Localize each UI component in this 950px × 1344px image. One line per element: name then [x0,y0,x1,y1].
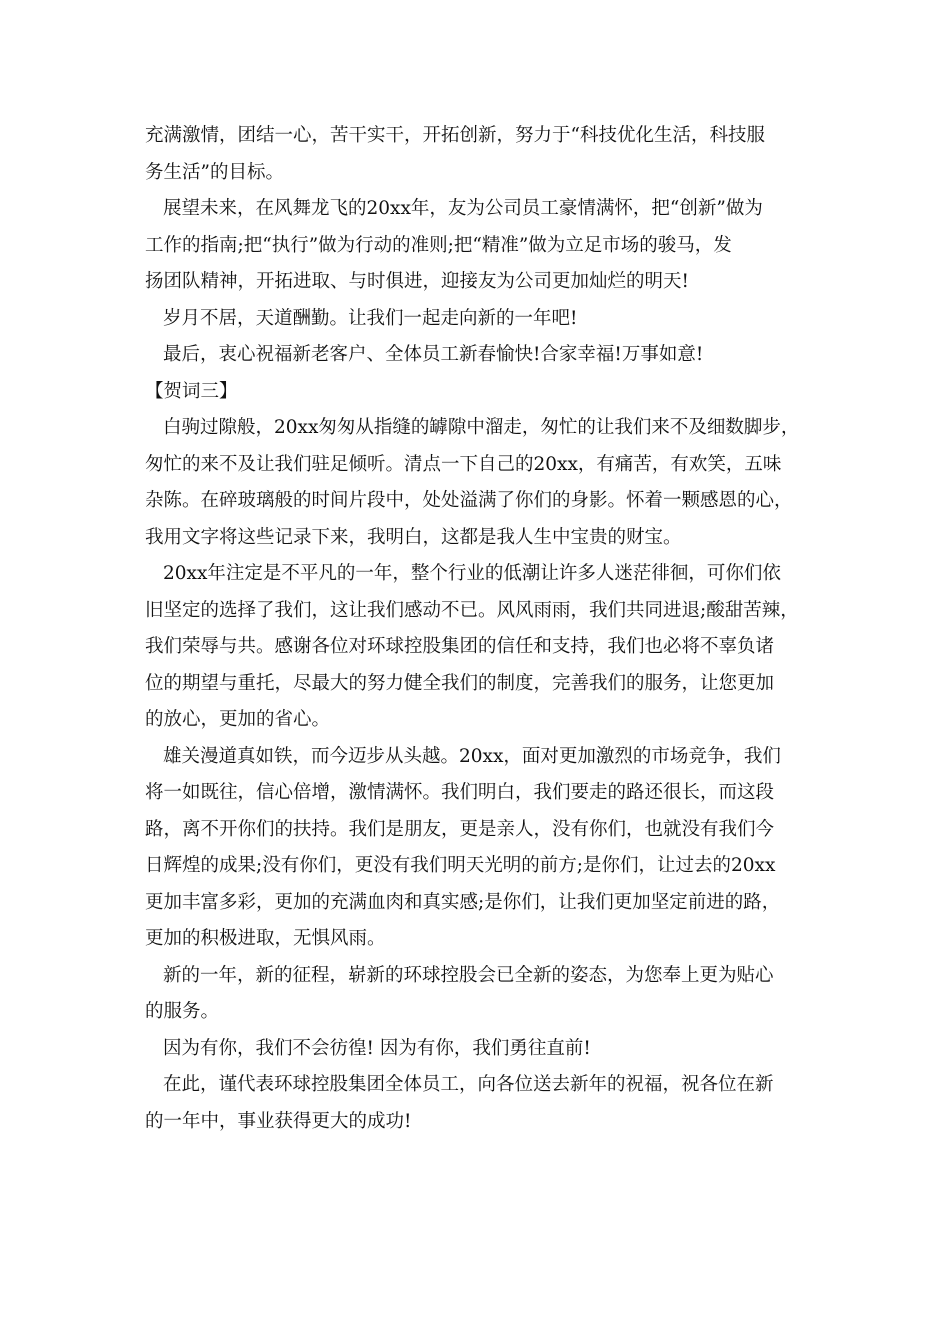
paragraph-start-line: 新的一年，新的征程，崭新的环球控股会已全新的姿态，为您奉上更为贴心 [163,964,774,986]
text-line: 的服务。 [145,1001,220,1022]
text-line: 更加丰富多彩，更加的充满血肉和真实感;是你们，让我们更加坚定前进的路， [145,891,781,913]
text-line: 将一如既往，信心倍增，激情满怀。我们明白，我们要走的路还很长，而这段 [145,782,775,803]
text-line: 工作的指南;把“执行”做为行动的准则;把“精准”做为立足市场的骏马，发 [145,234,732,256]
text-line: 路，离不开你们的扶持。我们是朋友，更是亲人，没有你们，也就没有我们今 [145,818,775,840]
paragraph-start-line: 展望未来，在风舞龙飞的20xx年，友为公司员工豪情满怀，把“创新”做为 [163,198,763,219]
text-line: 务生活”的目标。 [145,161,284,183]
text-line: 旧坚定的选择了我们，这让我们感动不已。风风雨雨，我们共同进退;酸甜苦辣， [145,599,799,621]
text-line: 匆忙的来不及让我们驻足倾听。清点一下自己的20xx，有痛苦，有欢笑，五味 [145,453,782,475]
paragraph-start-line: 最后，衷心祝福新老客户、全体员工新春愉快!合家幸福!万事如意! [163,344,704,365]
paragraph-start-line: 因为有你，我们不会彷徨! 因为有你，我们勇往直前! [163,1037,591,1059]
text-line: 更加的积极进取，无惧风雨。 [145,928,386,949]
text-line: 我用文字将这些记录下来，我明白，这都是我人生中宝贵的财宝。 [145,526,682,548]
document-body [145,118,810,1140]
paragraph-start-line: 白驹过隙般，20xx匆匆从指缝的罅隙中溜走，匆忙的让我们来不及细数脚步， [163,417,800,438]
paragraph-start-line: 20xx年注定是不平凡的一年，整个行业的低潮让许多人迷茫徘徊，可你们依 [163,563,781,584]
text-line: 日辉煌的成果;没有你们，更没有我们明天光明的前方;是你们，让过去的20xx [145,855,776,876]
text-line: 位的期望与重托，尽最大的努力健全我们的制度，完善我们的服务，让您更加 [145,672,775,694]
paragraph-start-line: 雄关漫道真如铁，而今迈步从头越。20xx，面对更加激烈的市场竞争，我们 [163,745,781,767]
text-line: 的一年中，事业获得更大的成功! [145,1110,412,1132]
text-line: 充满激情，团结一心，苦干实干，开拓创新，努力于“科技优化生活，科技服 [145,125,765,146]
section-heading: 【贺词三】 [145,380,238,402]
paragraph-start-line: 在此，谨代表环球控股集团全体员工，向各位送去新年的祝福，祝各位在新 [163,1074,774,1095]
text-line: 我们荣辱与共。感谢各位对环球控股集团的信任和支持，我们也必将不辜负诸 [145,636,775,657]
paragraph-start-line: 岁月不居，天道酬勤。让我们一起走向新的一年吧! [163,307,578,329]
text-line: 扬团队精神，开拓进取、与时俱进，迎接友为公司更加灿烂的明天! [145,271,689,292]
text-line: 的放心，更加的省心。 [145,709,331,730]
text-line: 杂陈。在碎玻璃般的时间片段中，处处溢满了你们的身影。怀着一颗感恩的心， [145,490,793,511]
